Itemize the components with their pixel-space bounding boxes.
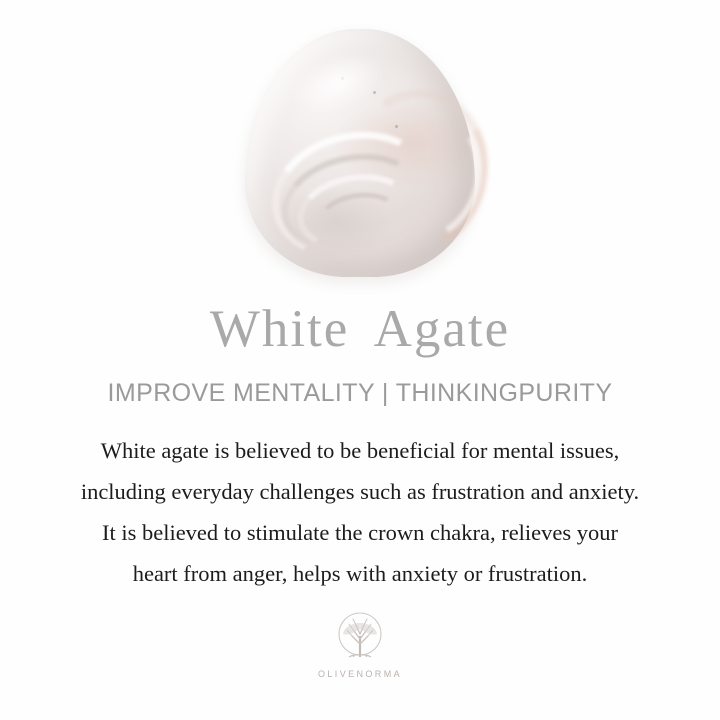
stone-image-area [0,0,720,295]
product-description [10,430,710,594]
brand-name: OLIVENORMA [317,669,402,679]
stone-speck [395,125,398,128]
white-agate-stone-image [245,29,475,277]
description-line: It is believed to stimulate the crown chakra, relieves your [101,520,619,545]
description-line: heart from anger, helps with anxiety or frustration. [132,561,588,586]
description-line: White agate is believed to be beneficial for mental issues, [100,438,620,463]
product-subtitle: IMPROVE MENTALITY | THINKINGPURITY [107,379,613,407]
description-line: including everyday challenges such as frustration and anxiety. [80,479,640,504]
page-title: White Agate [209,300,511,358]
brand-logo [318,610,402,679]
tree-of-life-icon [329,610,391,668]
